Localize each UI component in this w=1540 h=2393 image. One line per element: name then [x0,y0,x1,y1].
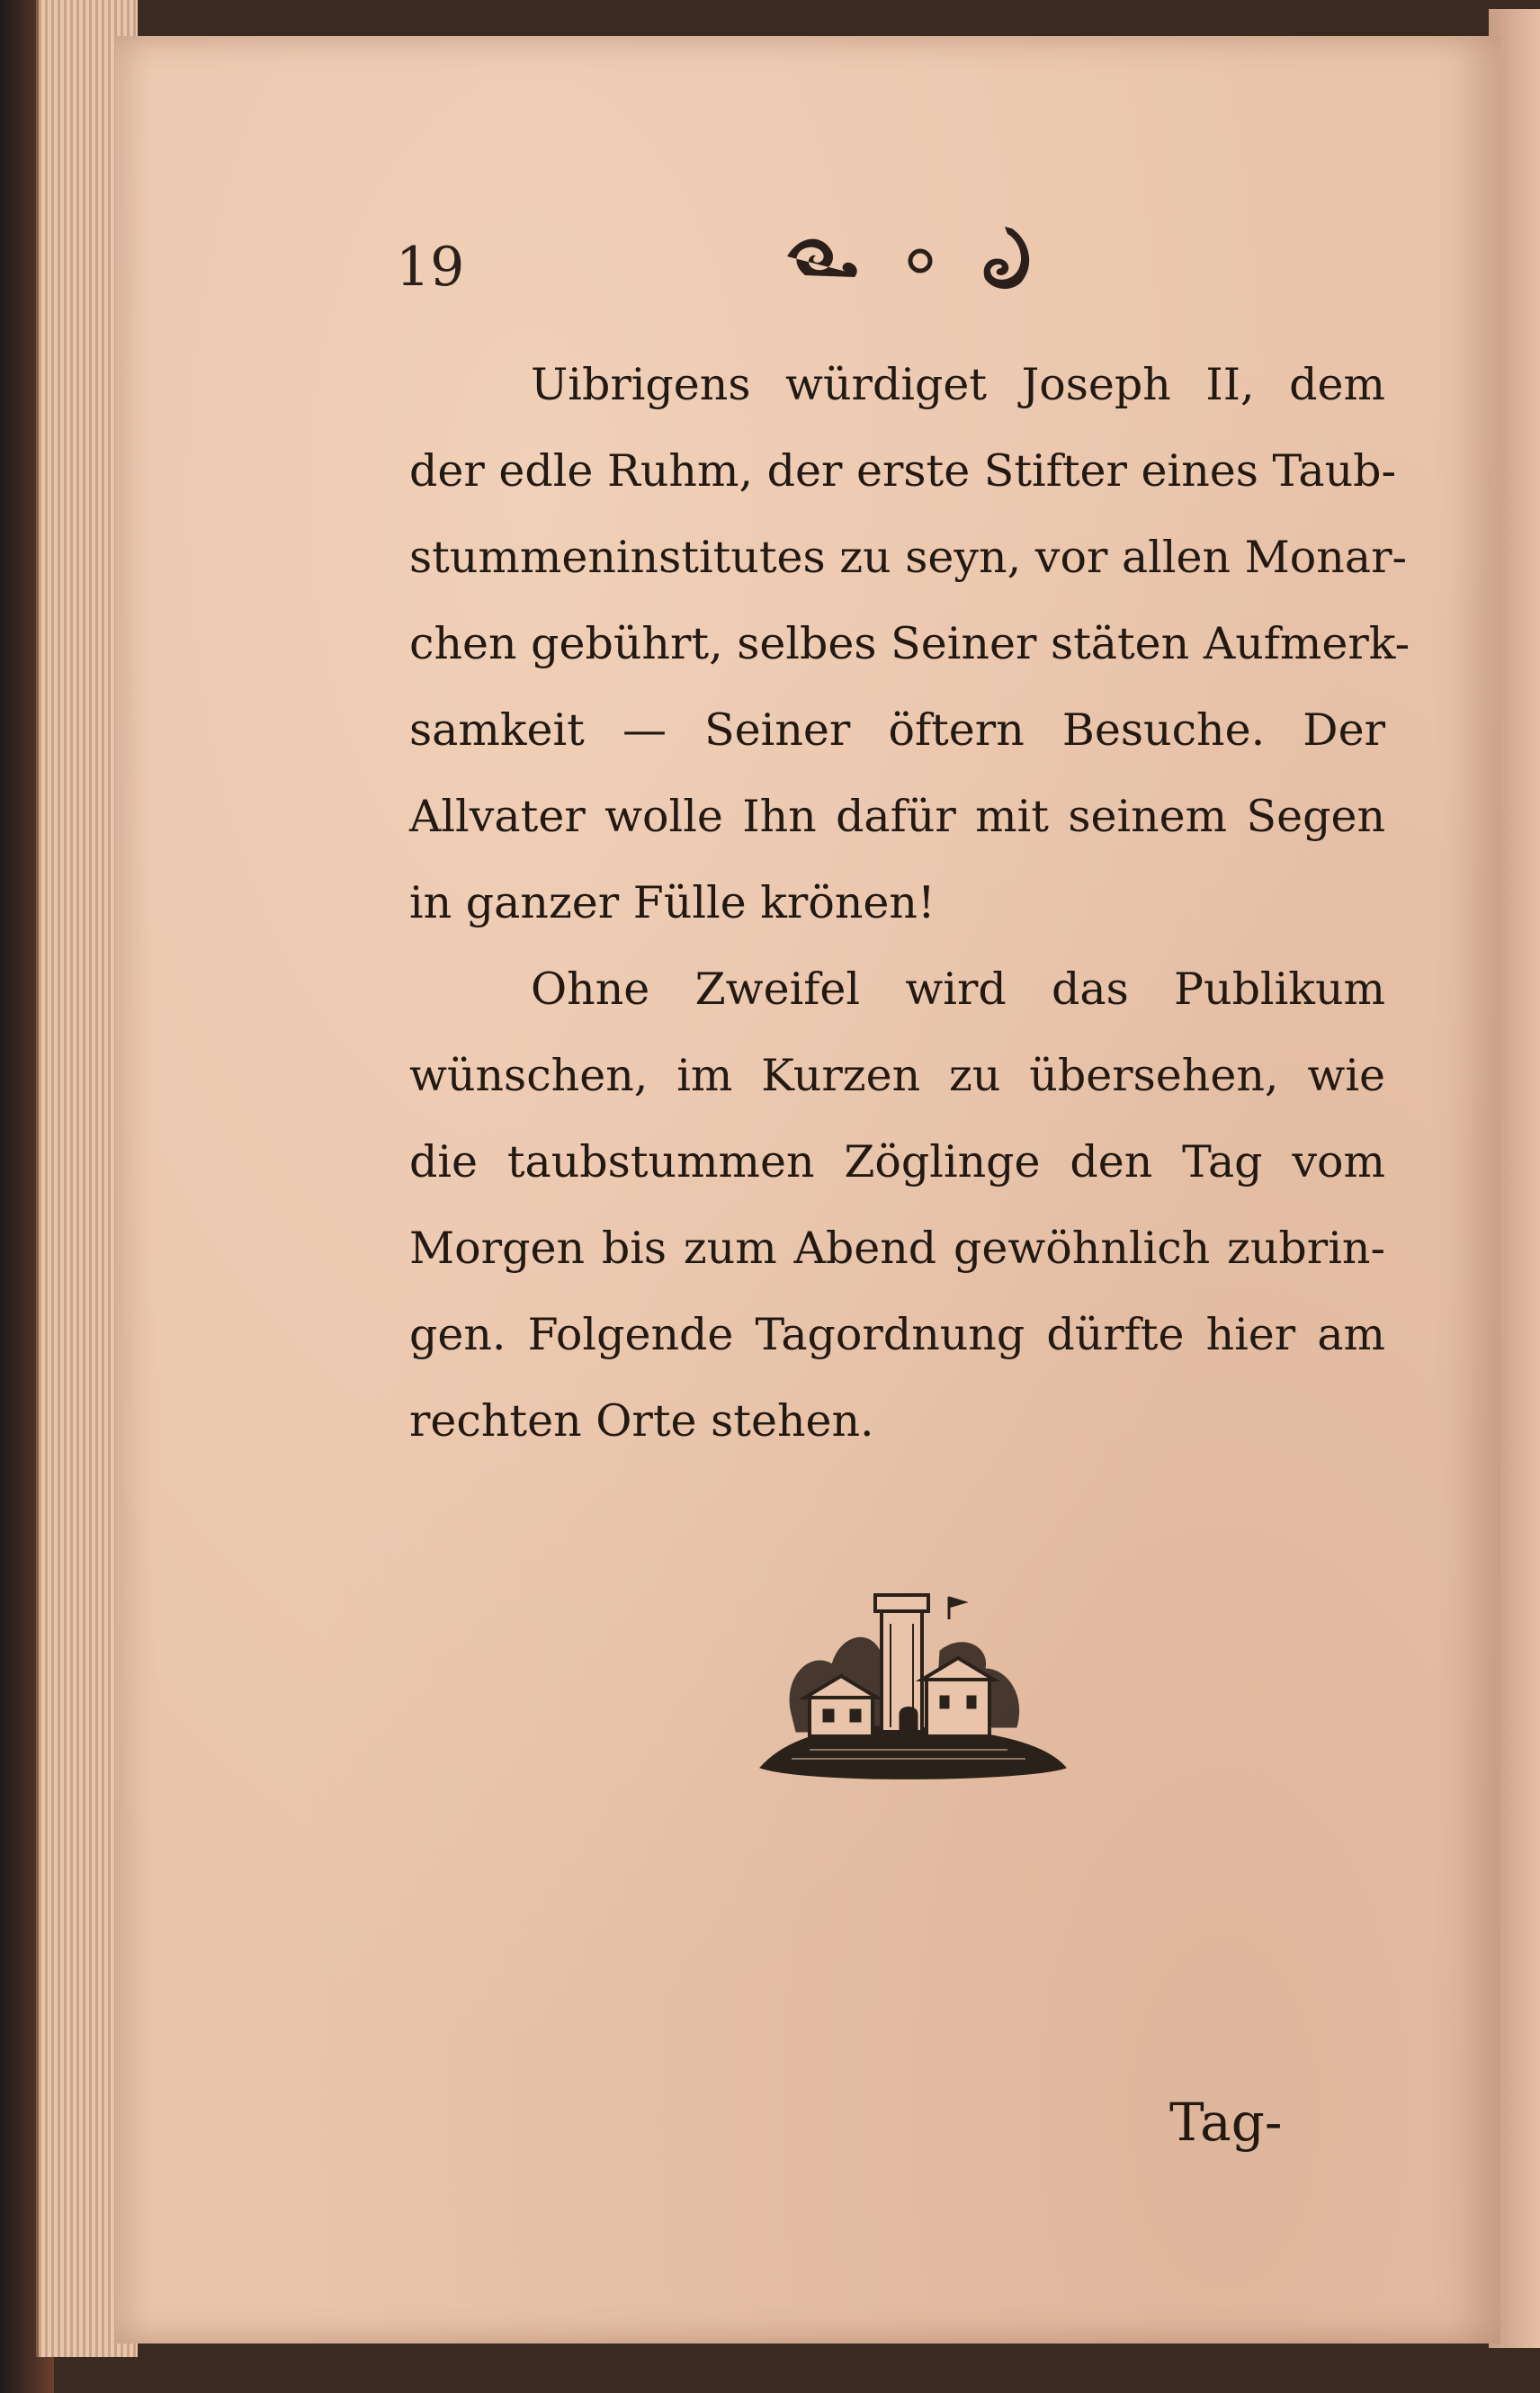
text-line: wünschen, im Kurzen zu übersehen, wie [409,1050,1385,1101]
text-line: rechten Orte stehen. [409,1395,874,1447]
header-fleuron-icon [769,216,1057,297]
catchword: Tag- [1169,2092,1283,2153]
text-line: gen. Folgende Tagordnung dürfte hier am [409,1309,1385,1360]
text-line: Ohne Zweifel wird das Publikum [531,963,1385,1015]
text-line: in ganzer Fülle krönen! [409,877,936,928]
text-line: Morgen bis zum Abend gewöhnlich zubrin- [409,1223,1385,1274]
page-number: 19 [396,236,465,299]
paragraph-2 [409,946,1385,1465]
text-line: die taubstummen Zöglinge den Tag vom [409,1136,1385,1188]
text-line: Uibrigens würdiget Joseph II, dem [531,359,1385,410]
text-line: samkeit — Seiner öftern Besuche. Der [409,704,1385,756]
body-text [409,342,1410,1465]
paragraph-1 [409,342,1410,946]
castle-vignette-icon [756,1579,1070,1804]
text-line: Allvater wolle Ihn dafür mit seinem Segen [409,791,1385,842]
text-line: stummeninstitutes zu seyn, vor allen Monar- [409,532,1408,583]
text-line: chen gebührt, selbes Seiner stäten Aufmerk- [409,618,1410,669]
text-line: der edle Ruhm, der erste Stifter eines Taub- [409,445,1397,497]
